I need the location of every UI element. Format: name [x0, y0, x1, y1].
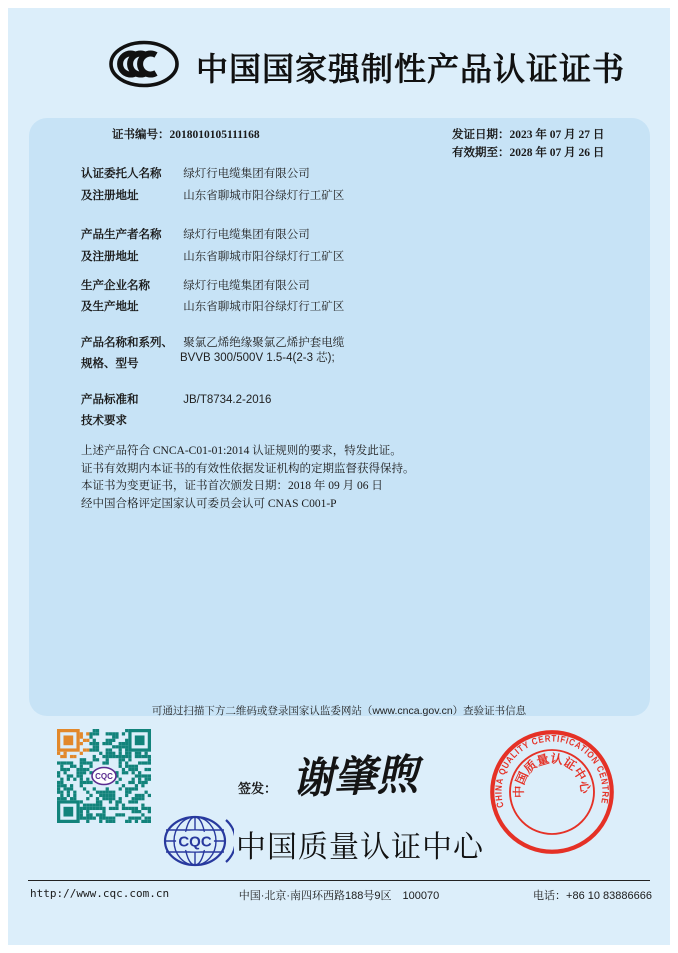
certificate-title: 中国国家强制性产品认证证书	[196, 51, 626, 87]
footer-phone: 电话：+86 10 83886666	[533, 890, 652, 902]
footer-divider	[28, 880, 650, 881]
producer-name-row	[81, 226, 310, 242]
producer-address-label: 及注册地址	[81, 251, 139, 263]
issue-date-label: 发证日期：	[452, 129, 510, 141]
expiry-date-row	[452, 144, 604, 160]
statements-block	[81, 443, 415, 513]
applicant-address-label: 及注册地址	[81, 190, 139, 202]
verification-note: 可通过扫描下方二维码或登录国家认监委网站（www.cnca.gov.cn）查验证书信息	[151, 705, 527, 717]
product-name-value-line1: 聚氯乙烯绝缘聚氯乙烯护套电缆	[183, 337, 345, 349]
product-name-label-line2: 规格、型号	[81, 358, 139, 370]
product-name-row	[81, 334, 344, 350]
applicant-address-row	[81, 187, 344, 203]
standard-value: JB/T8734.2-2016	[183, 394, 272, 406]
factory-address-row	[81, 298, 344, 314]
org-name: 中国质量认证中心	[236, 831, 484, 864]
factory-name-value: 绿灯行电缆集团有限公司	[183, 280, 310, 292]
product-spec-label-row	[81, 355, 180, 371]
standard-row	[81, 391, 271, 407]
product-model-value-row	[180, 349, 335, 365]
producer-name-value: 绿灯行电缆集团有限公司	[183, 229, 310, 241]
certificate-number-label: 证书编号：	[112, 129, 170, 141]
certificate-number: 2018010105111168	[169, 129, 260, 141]
factory-name-label: 生产企业名称	[81, 280, 150, 292]
signature-handwriting: 谢肇煦	[291, 752, 419, 804]
official-seal	[482, 722, 622, 867]
producer-address-row	[81, 248, 344, 264]
expiry-date: 2028 年 07 月 26 日	[509, 147, 605, 159]
issue-date: 2023 年 07 月 27 日	[509, 129, 605, 141]
factory-address-value: 山东省聊城市阳谷绿灯行工矿区	[183, 301, 345, 313]
footer-address: 中国·北京·南四环西路188号9区 100070	[238, 890, 440, 902]
issue-date-row	[452, 126, 604, 142]
applicant-name-label: 认证委托人名称	[81, 168, 162, 180]
product-name-value-line2: BVVB 300/500V 1.5-4(2-3 芯);	[180, 352, 335, 364]
producer-name-label: 产品生产者名称	[81, 229, 162, 241]
expiry-date-label: 有效期至：	[452, 147, 510, 159]
sign-label: 签发：	[238, 781, 278, 796]
cqc-abbr-text: CQC	[178, 833, 212, 851]
factory-name-row	[81, 277, 310, 293]
product-name-label-line1: 产品名称和系列、	[81, 337, 173, 349]
svg-text:CQC: CQC	[95, 772, 113, 781]
factory-address-label: 及生产地址	[81, 301, 139, 313]
applicant-address-value: 山东省聊城市阳谷绿灯行工矿区	[183, 190, 345, 202]
standard-label-line2: 技术要求	[81, 415, 127, 427]
standard-label-line1: 产品标准和	[81, 394, 139, 406]
seal-text-cn: 中国质量认证中心	[512, 751, 593, 799]
standard-label2-row	[81, 412, 180, 428]
statement-line: 上述产品符合 CNCA-C01-01:2014 认证规则的要求，特发此证。	[81, 445, 402, 457]
certificate-number-row	[112, 126, 260, 142]
applicant-name-value: 绿灯行电缆集团有限公司	[183, 168, 310, 180]
cqc-globe-icon	[162, 814, 234, 873]
statement-line: 证书有效期内本证书的有效性依据发证机构的定期监督获得保持。	[81, 462, 415, 475]
ccc-mark-icon	[108, 40, 180, 93]
statement-line: 本证书为变更证书，证书首次颁发日期：2018 年 09 月 06 日	[81, 480, 383, 492]
qr-code	[57, 729, 151, 823]
producer-address-value: 山东省聊城市阳谷绿灯行工矿区	[183, 251, 345, 263]
applicant-name-row	[81, 165, 310, 181]
statement-line: 经中国合格评定国家认可委员会认可 CNAS C001-P	[81, 497, 337, 510]
seal-text-en: CHINA QUALITY CERTIFICATION CENTRE	[493, 733, 611, 809]
svg-text:中国质量认证中心	[511, 751, 593, 798]
footer-website: http://www.cqc.com.cn	[30, 887, 170, 900]
